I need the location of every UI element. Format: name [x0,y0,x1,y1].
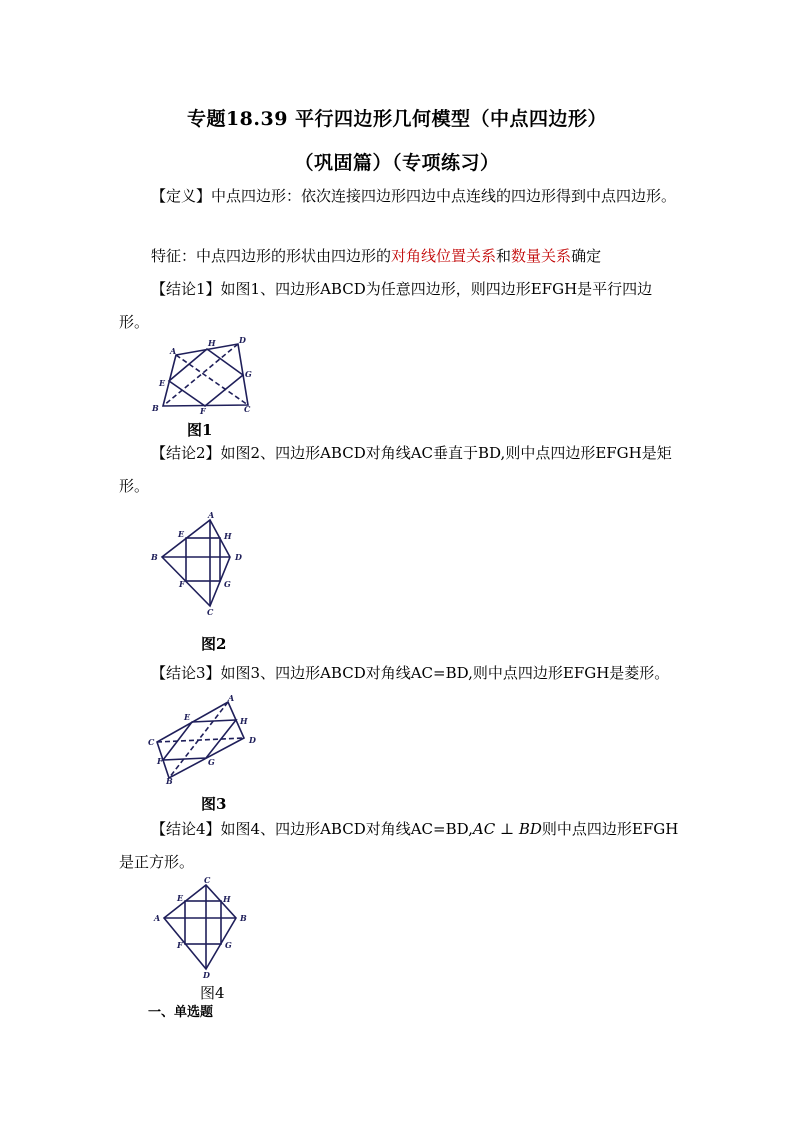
figure-3-diagram [144,692,264,788]
figure-1-caption: 图1 [187,421,213,439]
fig4-label-f: F [177,940,183,950]
fig2-label-c: C [207,607,214,617]
conclusion-2-tag: 【结论2】 [151,444,221,462]
page-title: 专题18.39 平行四边形几何模型（中点四边形） [186,108,608,130]
fig4-label-e: E [177,893,184,903]
fig2-label-e: E [178,529,185,539]
fig1-label-b: B [152,403,159,413]
figure-1 [146,334,258,418]
figure-2-caption: 图2 [201,635,227,653]
conclusion-2 [119,437,679,503]
section-heading: 一、单选题 [148,1005,214,1020]
fig3-label-d: D [249,735,256,745]
figure-1-diagram [146,334,258,418]
figure-2 [146,510,246,618]
conclusion-1-tag: 【结论1】 [151,280,221,298]
feature-mid: 和 [496,247,512,265]
page-subtitle: （巩固篇）（专项练习） [294,152,500,174]
figure-3 [144,692,264,788]
fig3-label-a: A [228,693,235,703]
conclusion-4 [119,813,679,879]
fig4-label-b: B [240,913,247,923]
fig4-label-c: C [204,875,211,885]
conclusion-4-text-b: 则中点四边形EFGH是正方形。 [119,820,679,871]
definition-paragraph [119,180,679,213]
fig3-label-f: F [157,756,163,766]
fig4-label-d: D [203,970,210,980]
definition-tag: 【定义】 [151,187,212,205]
fig2-label-g: G [224,579,231,589]
conclusion-2-text: 如图2、四边形ABCD对角线AC垂直于BD,则中点四边形EFGH是矩形。 [119,444,672,495]
fig3-label-b: B [166,776,173,786]
feature-suffix: 确定 [571,247,602,265]
fig2-label-d: D [235,552,242,562]
fig1-label-a: A [170,346,177,356]
fig2-label-f: F [179,579,185,589]
figure-4-caption: 图4 [200,984,225,1002]
conclusion-3-tag: 【结论3】 [151,664,221,682]
fig4-label-h: H [223,894,231,904]
conclusion-4-tag: 【结论4】 [151,820,221,838]
fig2-label-a: A [208,510,215,520]
fig1-label-e: E [159,378,166,388]
fig4-label-g: G [225,940,232,950]
figure-4 [146,874,256,980]
feature-highlight-diagonal-position: 对角线位置关系 [391,247,497,265]
fig1-label-h: H [208,338,216,348]
conclusion-4-text-a: 如图4、四边形ABCD对角线AC=BD, [220,820,473,838]
feature-paragraph [119,240,679,273]
fig4-label-a: A [154,913,161,923]
definition-text: 中点四边形：依次连接四边形四边中点连线的四边形得到中点四边形。 [211,187,677,205]
figure-3-caption: 图3 [201,795,227,813]
conclusion-4-math: AC ⊥ BD [472,820,542,838]
fig2-label-b: B [151,552,158,562]
fig3-label-e: E [184,712,191,722]
conclusion-1 [119,273,679,339]
fig1-label-f: F [200,406,206,416]
feature-highlight-quantity: 数量关系 [511,247,572,265]
conclusion-3 [119,657,679,690]
conclusion-1-text: 如图1、四边形ABCD为任意四边形，则四边形EFGH是平行四边形。 [119,280,653,331]
fig1-label-g: G [245,369,252,379]
fig1-label-c: C [244,404,251,414]
feature-prefix: 特征：中点四边形的形状由四边形的 [151,247,392,265]
fig2-label-h: H [224,531,232,541]
fig3-label-h: H [240,716,248,726]
fig3-label-g: G [208,757,215,767]
fig1-label-d: D [239,335,246,345]
figure-4-diagram [146,874,256,980]
fig3-label-c: C [148,737,155,747]
figure-2-diagram [146,510,246,618]
conclusion-3-text: 如图3、四边形ABCD对角线AC=BD,则中点四边形EFGH是菱形。 [220,664,670,682]
